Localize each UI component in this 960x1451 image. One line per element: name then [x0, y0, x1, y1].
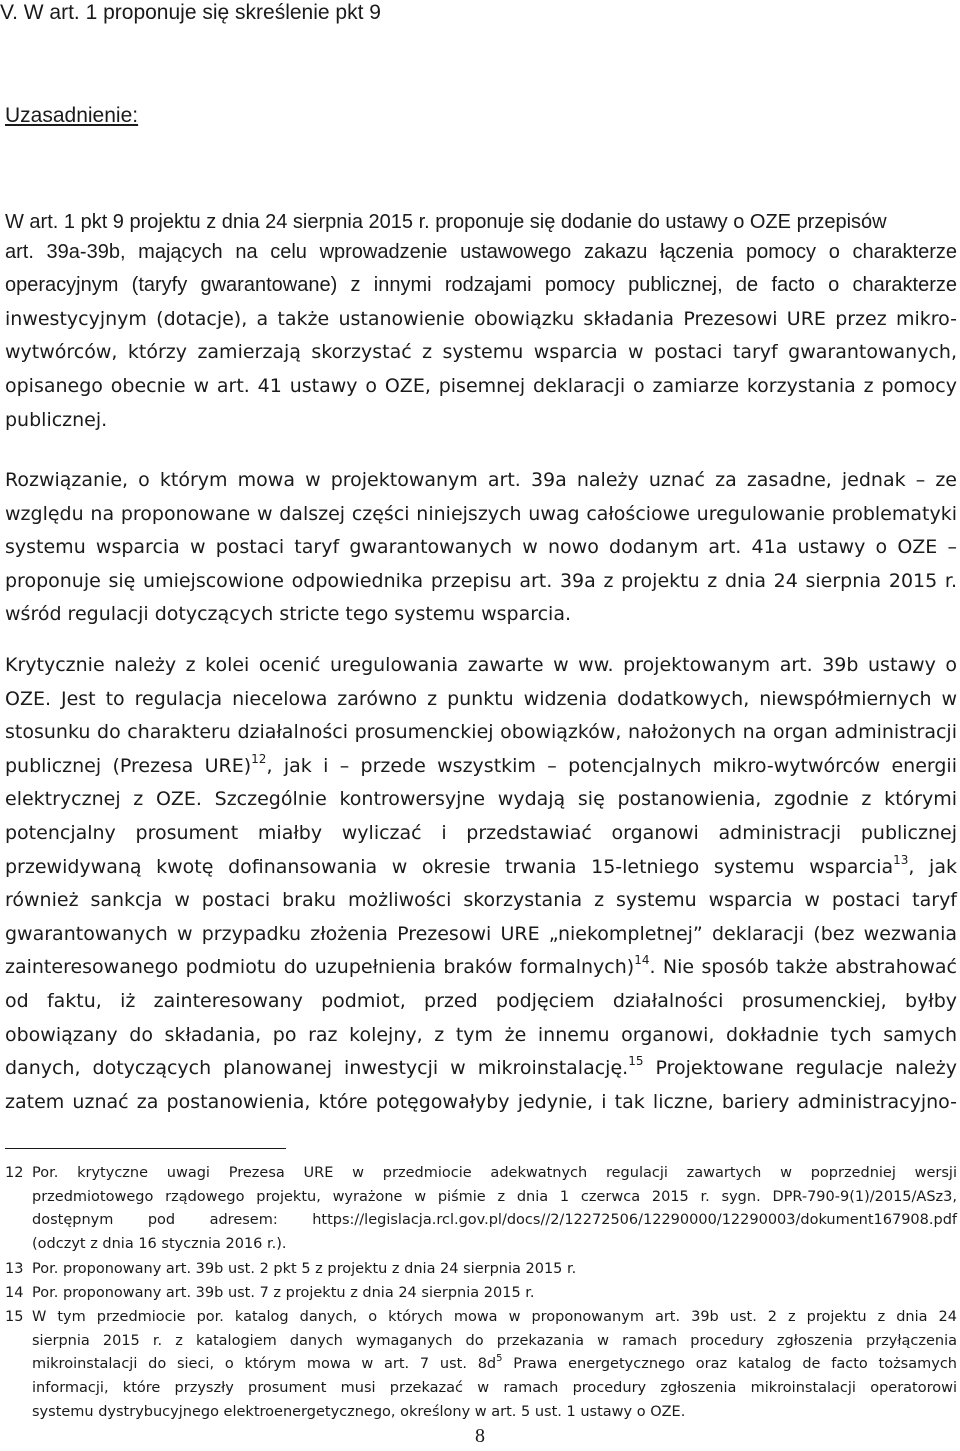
footnote-line: mikroinstalacji do sieci, o którym mowa w art. 7 ust. $8d^5$ Prawa energetycznego oraz katalog de facto tożsamych	[32, 1353, 957, 1373]
text-line: elektrycznej z OZE. Szczególnie kontrowersyjne wydają się postanowienia, zgodnie z którymi	[5, 788, 957, 811]
footnote-ref: 12	[251, 751, 267, 766]
text-line: również sankcja w postaci braku możliwości skorzystania z systemu wsparcia w postaci taryf	[5, 889, 957, 912]
footnote-line: Por. proponowany art. 39b ust. 2 pkt 5 z projektu z dnia 24 sierpnia 2015 r.	[32, 1261, 577, 1277]
text-line: OZE. Jest to regulacja niecelowa zarówno z punktu widzenia dodatkowych, niewspółmiernych w	[5, 687, 957, 710]
footnote-line: dostępnym pod adresem: https://legislacja.rcl.gov.pl/docs//2/12272506/12290000/12290003/dokument167908.pdf	[32, 1212, 957, 1229]
text-line: W art. 1 pkt 9 projektu z dnia 24 sierpnia 2015 r. proponuje się dodanie do ustawy o OZE przepisów	[5, 211, 887, 233]
footnote-13	[5, 1258, 957, 1282]
footnote-15	[5, 1306, 957, 1424]
footnote-ref: 14	[634, 953, 650, 968]
footnote-number: 12	[5, 1165, 24, 1181]
text-line: od faktu, iż zainteresowany podmiot, przed podjęciem działalności prosumenckiej, byłby	[5, 990, 957, 1012]
text-line: operacyjnym (taryfy gwarantowane) z innymi rodzajami pomocy publicznej, de facto o charakterze	[5, 274, 957, 297]
text-line: danych, dotyczących planowanej inwestycji w mikroinstalację.$^{15}$ Projektowane regulacje należy	[5, 1054, 957, 1080]
footnote-number: 15	[5, 1309, 24, 1325]
text-line: zainteresowanego podmiotu do uzupełnienia braków formalnych)$^{14}$. Nie sposób także abstrahować	[5, 953, 957, 979]
justification-heading: Uzasadnienie:	[5, 104, 139, 127]
footnote-line: W tym przedmiocie por. katalog danych, o których mowa w proponowanym art. 39b ust. 2 z projektu z dnia 24	[32, 1309, 957, 1325]
text-line: proponuje się umiejscowione odpowiednika przepisu art. 39a z projektu z dnia 24 sierpnia 2015 r.	[5, 569, 957, 592]
text-line: art. 39a-39b, mających na celu wprowadzenie ustawowego zakazu łączenia pomocy o charakterze	[5, 240, 957, 263]
footnote-line: (odczyt z dnia 16 stycznia 2016 r.).	[32, 1236, 287, 1253]
text-line: opisanego obecnie w art. 41 ustawy o OZE, pisemnej deklaracji o zamiarze korzystania z pomocy	[5, 375, 957, 397]
text-line: obowiązany do składania, po raz kolejny, z tym że innemu organowi, dokładnie tych samych	[5, 1023, 957, 1046]
footnote-text	[32, 1306, 957, 1424]
footnote-ref: 13	[893, 852, 909, 867]
text-line: stosunku do charakteru działalności prosumenckiej obowiązków, nałożonych na organ administracji	[5, 721, 957, 744]
text-line: potencjalny prosument miałby wyliczać i przedstawiać organowi administracji publicznej	[5, 822, 957, 844]
footnote-ref: 15	[628, 1054, 644, 1069]
footnote-12	[5, 1162, 957, 1257]
footnote-number: 14	[5, 1285, 24, 1301]
text-line: wytwórców, którzy zamierzają skorzystać z systemu wsparcia w postaci taryf gwarantowanych,	[5, 341, 957, 364]
text-line: wśród regulacji dotyczących stricte tego systemu wsparcia.	[5, 603, 572, 626]
text-line: zatem uznać za postanowienia, które potęgowałyby jedynie, i tak liczne, bariery administracyjno-	[5, 1090, 957, 1113]
text-line: publicznej.	[5, 408, 108, 431]
footnote-text	[32, 1258, 957, 1282]
footnote-line: informacji, które przyszły prosument musi przekazać w ramach procedury zgłoszenia mikroinstalacji operatorowi	[32, 1380, 957, 1397]
footnote-number: 13	[5, 1261, 24, 1277]
footnote-line: Por. krytyczne uwagi Prezesa URE w przedmiocie adekwatnych regulacji zawartych w poprzedniej wersji	[32, 1165, 957, 1181]
footnote-text	[32, 1162, 957, 1257]
section-heading: V. W art. 1 proponuje się skreślenie pkt 9	[0, 1, 381, 24]
text-line: gwarantowanych w przypadku złożenia Prezesowi URE „niekompletnej” deklaracji (bez wezwania	[5, 922, 957, 945]
text-line: Krytycznie należy z kolei ocenić uregulowania zawarte w ww. projektowanym art. 39b ustawy o	[5, 654, 957, 676]
text-line: Rozwiązanie, o którym mowa w projektowanym art. 39a należy uznać za zasadne, jednak – ze	[5, 469, 957, 491]
text-line: systemu wsparcia w postaci taryf gwarantowanych w nowo dodanym art. 41a ustawy o OZE –	[5, 536, 957, 559]
footnote-line: Por. proponowany art. 39b ust. 7 z projektu z dnia 24 sierpnia 2015 r.	[32, 1285, 535, 1301]
footnote-line: przedmiotowego rządowego projektu, wyrażone w piśmie z dnia 1 czerwca 2015 r. sygn. DPR-790-9(1)/2015/ASz3,	[32, 1188, 957, 1205]
footnote-line: systemu dystrybucyjnego elektroenergetycznego, określony w art. 5 ust. 1 ustawy o OZE.	[32, 1403, 686, 1420]
footnote-14	[5, 1282, 957, 1306]
footnote-text	[32, 1282, 957, 1306]
text-line: publicznej (Prezesa URE)$^{12}$, jak i – przede wszystkim – potencjalnych mikro-wytwórców energii	[5, 751, 957, 777]
text-line: inwestycyjnym (dotacje), a także ustanowienie obowiązku składania Prezesowi URE przez mikro-	[5, 307, 957, 330]
page-number: 8	[475, 1425, 485, 1447]
footnote-ref: 5	[496, 1353, 503, 1365]
footnote-line: sierpnia 2015 r. z katalogiem danych wymaganych do przekazania w ramach procedury zgłoszenia przyłączenia	[32, 1332, 957, 1349]
text-line: względu na proponowane w dalszej części niniejszych uwag całościowe uregulowanie problematyki	[5, 502, 957, 525]
text-line: przewidywaną kwotę dofinansowania w okresie trwania 15-letniego systemu wsparcia$^{13}$, jak	[5, 852, 957, 878]
footnote-separator	[5, 1148, 286, 1149]
